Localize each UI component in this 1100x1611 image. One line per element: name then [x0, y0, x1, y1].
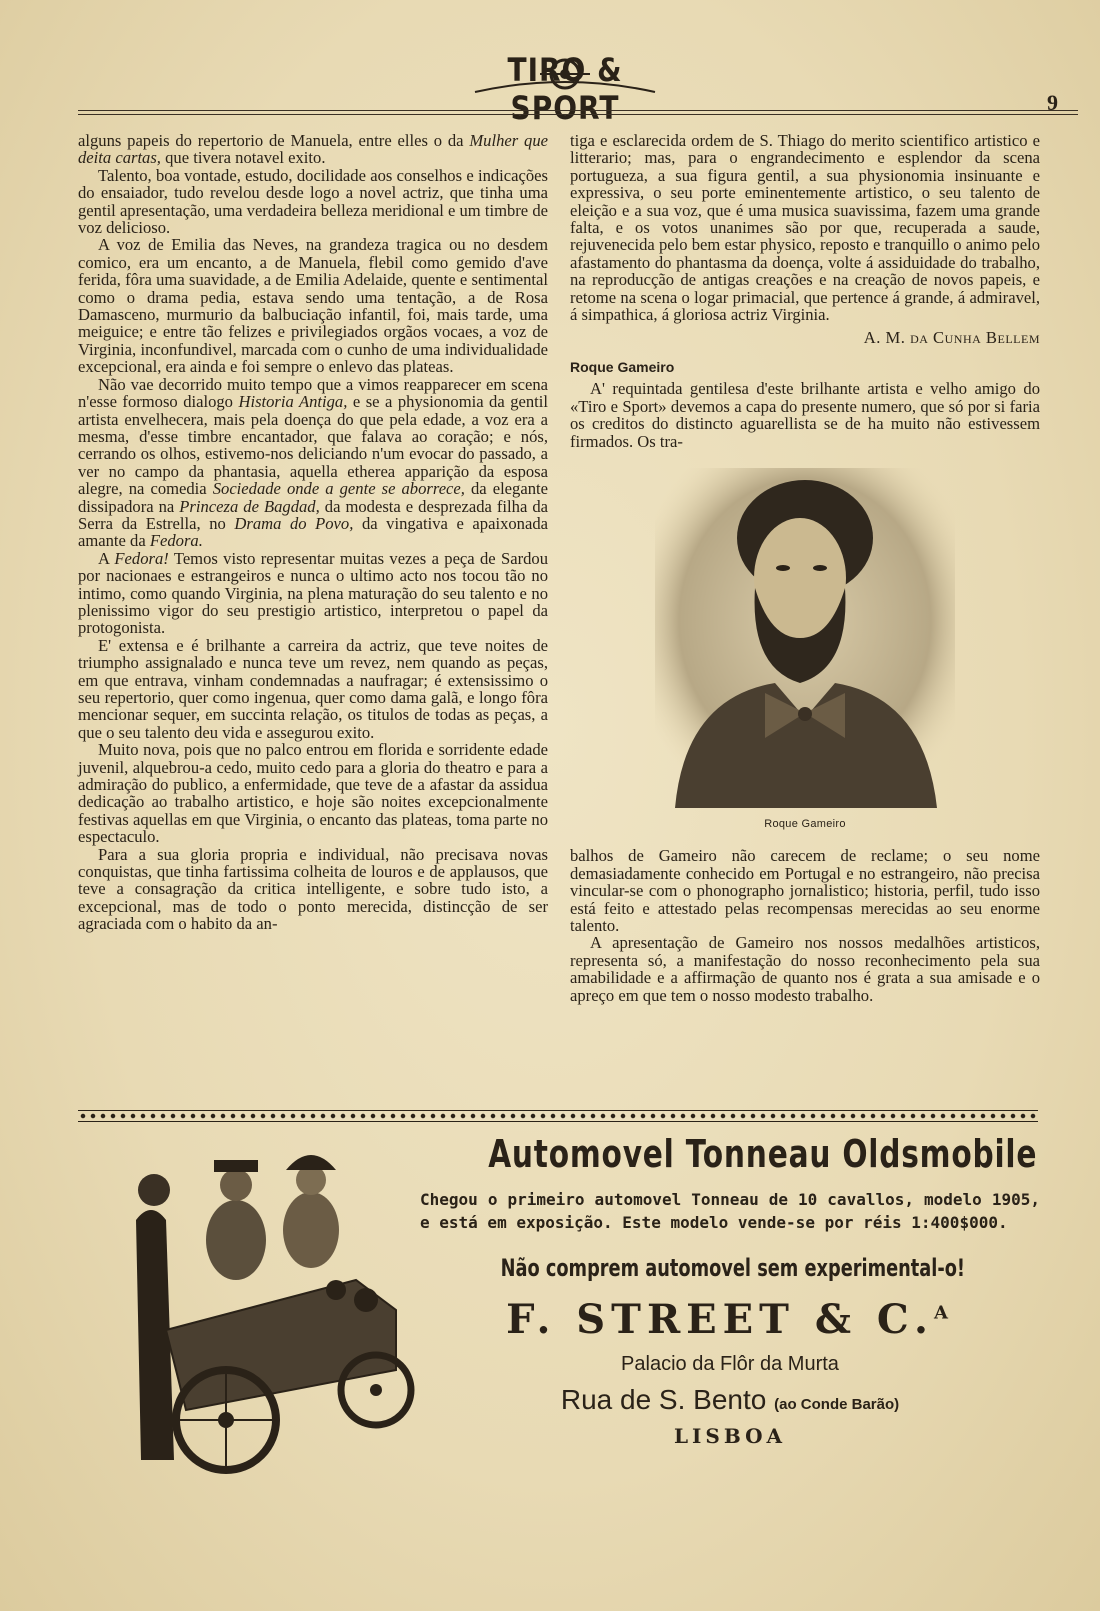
paragraph: A Fedora! Temos visto representar muitas vezes a peça de Sardou por nacionaes e estrangeiros e nunca o ultimo acto nos tocou tão no intimo, como quando Virginia, na plena maturação do seu talento e no plenissimo vigor do seu prestigio artistico, interpretou o papel da protogonista. [78, 548, 548, 638]
section-heading: Roque Gameiro [570, 358, 675, 375]
author-signature: A. M. da Cunha Bellem [863, 328, 1040, 348]
ad-slogan: Não comprem automovel sem experimental-o! [500, 1254, 966, 1282]
left-column [78, 132, 548, 1092]
header-rule [78, 110, 1078, 115]
paragraph: E' extensa e é brilhante a carreira da actriz, que teve noites de triumpho assignalado e nunca teve um revez, nem quando as peças, em que entrava, vinham condemnadas a naufragar; é extensissimo o seu repertorio, quer como ingenua, quer como dama galã, e longo fôra mencionar sequer, em succinta relação, os titulos de todas as peças, a que o seu talento deu vida e assegurou exito. [78, 635, 548, 742]
paragraph: Não vae decorrido muito tempo que a vimos reapparecer em scena n'esse formoso dialogo Historia Antiga, e se a physionomia da gentil artista envelhecera, mais pela doença do que pela edade, a voz era a mesma, d'esse timbre encantador, que falava ao coração; e nós, cerrando os olhos, estivemo-nos deliciando n'um evocar do passado, a ver no campo da phantasia, aquella etherea apparição da esposa alegre, na comedia Sociedade onde a gente se aborrece, da elegante dissipadora na Princeza de Bagdad, da modesta e desprezada filha da Serra da Estrella, no Drama do Povo, da vingativa e apaixonada amante da Fedora. [78, 374, 548, 551]
ornamental-divider [78, 1110, 1038, 1122]
paragraph: Talento, boa vontade, estudo, docilidade aos conselhos e indicações do ensaiador, tudo revelou desde logo a novel actriz, que tinha uma gentil apresentação, uma verdadeira belleza meridional e um timbre de voz delicioso. [78, 165, 548, 238]
paragraph: alguns papeis do repertorio de Manuela, entre elles o da Mulher que deita cartas, que tivera notavel exito. [78, 131, 548, 168]
ad-body: Chegou o primeiro automovel Tonneau de 10 cavallos, modelo 1905, e está em exposição. Este modelo vende-se por réis 1:400$000. [420, 1190, 1040, 1232]
advertisement [420, 1132, 1040, 1448]
ad-street: Rua de S. Bento (ao Conde Barão) [560, 1384, 900, 1415]
paragraph: balhos de Gameiro não carecem de reclame; o seu nome demasiadamente conhecido em Portugal e no estrangeiro, não precisa vincular-se com o phonographo jornalistico; historia, perfil, tudo isso está feito e attestado pelas recompensas merecidas ao seu enorme talento. [570, 846, 1040, 935]
paragraph: A' requintada gentilesa d'este brilhante artista e velho amigo do «Tiro e Sport» devemos a capa do presente numero, que só por si faria os creditos do distincto aguarellista se de ha muito não estivessem firmados. Os tra- [570, 379, 1040, 451]
ad-title: Automovel Tonneau Oldsmobile [488, 1132, 1038, 1176]
paragraph: tiga e esclarecida ordem de S. Thiago do merito scientifico artistico e litterario; mas, para o engrandecimento e esplendor da scena portugueza, a sua figura gentil, a sua physionomia insinuante e expressiva, o seu porte eminentemente artistico, o seu talento de eleição e a sua voz, que é uma musica suavissima, fazem uma grande falta, e os votos unanimes são por que, recuperada a saude, rejuvenecida pelo bem estar physico, reposto e tranquillo o animo pelo afastamento do phantasma da doença, volte á assiduidade do trabalho, na reproducção de antigas creações e na creação de novos papeis, e retome na scena o logar primacial, que pertence á grande, á admiravel, á simpathica, á gloriosa actriz Virginia. [570, 131, 1040, 325]
paragraph: Muito nova, pois que no palco entrou em florida e sorridente edade juvenil, alquebrou-a cedo, muito cedo para a gloria do theatro e para a admiração do publico, a enfermidade, que teve de a afastar da assidua dedicação ao trabalho artistico, e hoje são noites excepcionalmente festivas aquellas em que Virginia, o encanto das plateas, toma parte no espectaculo. [78, 740, 548, 847]
right-column [570, 132, 1040, 1092]
masthead-title: TIRO & SPORT [507, 51, 623, 127]
masthead-logo [470, 51, 660, 127]
portrait-engraving-icon [655, 468, 955, 808]
automobile-illustration-icon [96, 1130, 426, 1480]
page-number: 9 [1047, 90, 1058, 115]
portrait-caption: Roque Gameiro [764, 817, 846, 830]
ad-city: LISBOA [673, 1424, 787, 1448]
paragraph: A apresentação de Gameiro nos nossos medalhões artisticos, representa só, a manifestação do nosso reconhecimento pela sua amabilidade e a affirmação de quanto nos é grata a sua amisade e o apreço em que tem o nosso modesto trabalho. [570, 933, 1040, 1005]
paragraph: Para a sua gloria propria e individual, não precisava novas conquistas, que tinha fartissima colheita de louros e de applausos, que teve a consagração da critica intelligente, e sobre tudo isto, a excepcional, mas de todo o ponto merecida, distincção de ser agraciada com o habito da an- [78, 844, 548, 934]
paragraph: A voz de Emilia das Neves, na grandeza tragica ou no desdem comico, era um encanto, a de Manuela, flebil como gemido d'ave ferida, fôra uma suavidade, a de Emilia Adelaide, quente e sentimental como o drama pedia, estava sendo uma tentação, a de Rosa Damasceno, murmurio da balbuciação infantil, foi, mais tarde, uma meiguice; e entre tão felizes e privilegiados orgãos vocaes, a voz de Virginia, inconfundivel, marcada com o cunho de uma individualidade excepcional, era ainda e foi sempre o enlevo das plateas. [78, 235, 548, 377]
ad-company-name: F. STREET & C.$^A$ [506, 1296, 954, 1343]
ad-place: Palacio da Flôr da Murta [621, 1353, 839, 1375]
portrait-figure [570, 468, 1040, 833]
